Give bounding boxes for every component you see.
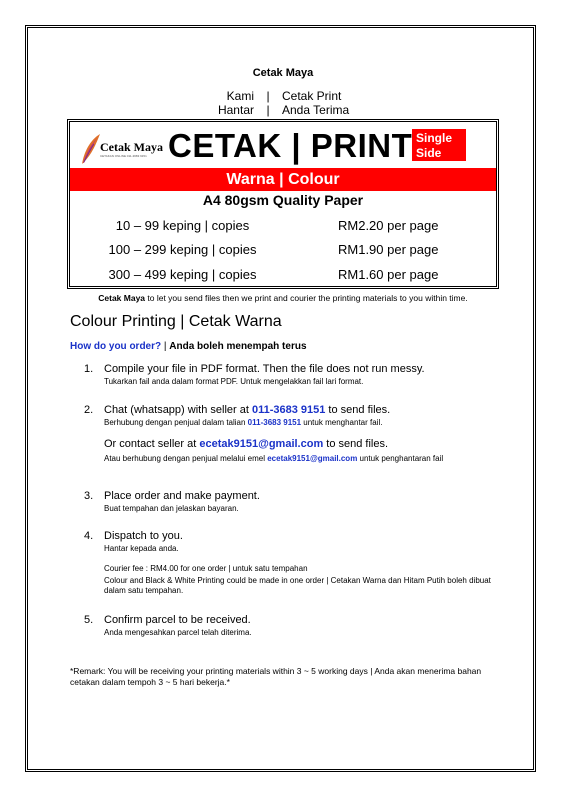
step-text: untuk penghantaran fail [357, 454, 444, 463]
headline: CETAK | PRINT [168, 127, 413, 164]
step-main: Confirm parcel to be received. [104, 614, 251, 626]
note-text: to let you send files then we print and courier the printing materials to you within time. [145, 293, 468, 303]
step-sub: Anda mengesahkan parcel telah diterima. [104, 628, 252, 637]
step-main: Dispatch to you. [104, 530, 183, 542]
step-main: Place order and make payment. [104, 490, 260, 502]
price-qty: 10 – 99 keping | copies [115, 218, 250, 233]
motto-right: Anda Terima [282, 103, 350, 117]
single-side-badge [412, 129, 466, 161]
step-number: 5. [84, 614, 94, 626]
motto-right: Cetak Print [282, 89, 342, 103]
step-text: Atau berhubung dengan penjual melalui emel [104, 454, 268, 463]
brand-title: Cetak Maya [252, 67, 314, 79]
step-sub: Hantar kepada anda. [104, 544, 179, 553]
price-box [67, 119, 499, 289]
how-to-order [70, 341, 307, 352]
how-sep: | [161, 341, 170, 352]
section-title: Colour Printing | Cetak Warna [70, 313, 282, 330]
step-text: Berhubung dengan penjual dalam talian [104, 418, 248, 427]
quill-feather-icon [78, 132, 102, 166]
price-value: RM1.90 per page [338, 242, 439, 257]
note-brand: Cetak Maya [98, 293, 146, 303]
service-note [0, 293, 566, 303]
logo-subtext: CETAKAN ONLINE 011-3683 9151 [100, 154, 147, 158]
price-qty: 100 – 299 keping | copies [108, 242, 257, 257]
colour-bar: Warna | Colour [70, 168, 496, 191]
remark: *Remark: You will be receiving your printing materials within 3 ~ 5 working days | Anda akan menerima bahan cetakan dalam tempoh 3 ~ 5 hari bekerja.* [70, 666, 482, 687]
email-link[interactable]: ecetak9151@gmail.com [199, 438, 324, 450]
step-sub: Buat tempahan dan jelaskan bayaran. [104, 504, 239, 513]
motto-left: Hantar [217, 103, 254, 117]
step-sub [104, 418, 500, 428]
price-value: RM2.20 per page [338, 218, 439, 233]
step-number: 3. [84, 490, 94, 502]
step-alt [104, 438, 388, 450]
motto-sep: | [266, 103, 270, 117]
step-main [104, 404, 390, 416]
step-text: to send files. [325, 404, 391, 416]
logo-text: Cetak Maya [100, 140, 163, 154]
paper-spec: A4 80gsm Quality Paper [202, 192, 364, 208]
step-number: 4. [84, 530, 94, 542]
badge-line: Side [416, 146, 442, 160]
phone-link[interactable]: 011-3683 9151 [247, 418, 302, 427]
step-text: untuk menghantar fail. [301, 418, 383, 427]
step-text: Chat (whatsapp) with seller at [104, 404, 252, 416]
step-number: 2. [84, 404, 94, 416]
badge-line: Single [416, 131, 453, 145]
step-text: to send files. [323, 438, 389, 450]
price-value: RM1.60 per page [338, 267, 439, 282]
how-answer: Anda boleh menempah terus [169, 341, 307, 352]
step-alt-sub [104, 454, 500, 464]
step-text: Or contact seller at [104, 438, 200, 450]
motto-sep: | [266, 89, 270, 103]
logo [78, 132, 163, 166]
step-main: Compile your file in PDF format. Then the file does not run messy. [104, 363, 425, 375]
step-number: 1. [84, 363, 94, 375]
email-link[interactable]: ecetak9151@gmail.com [267, 454, 358, 463]
order-note: Colour and Black & White Printing could be made in one order | Cetakan Warna dan Hitam Putih boleh dibuat dalam satu tempahan. [104, 576, 491, 595]
price-qty: 300 – 499 keping | copies [108, 267, 257, 282]
courier-fee: Courier fee : RM4.00 for one order | untuk satu tempahan [104, 564, 308, 573]
how-question: How do you order? [70, 341, 162, 352]
step-sub: Tukarkan fail anda dalam format PDF. Untuk mengelakkan fail lari format. [104, 377, 364, 386]
motto [0, 89, 566, 117]
motto-left: Kami [226, 89, 254, 103]
phone-link[interactable]: 011-3683 9151 [251, 404, 326, 416]
